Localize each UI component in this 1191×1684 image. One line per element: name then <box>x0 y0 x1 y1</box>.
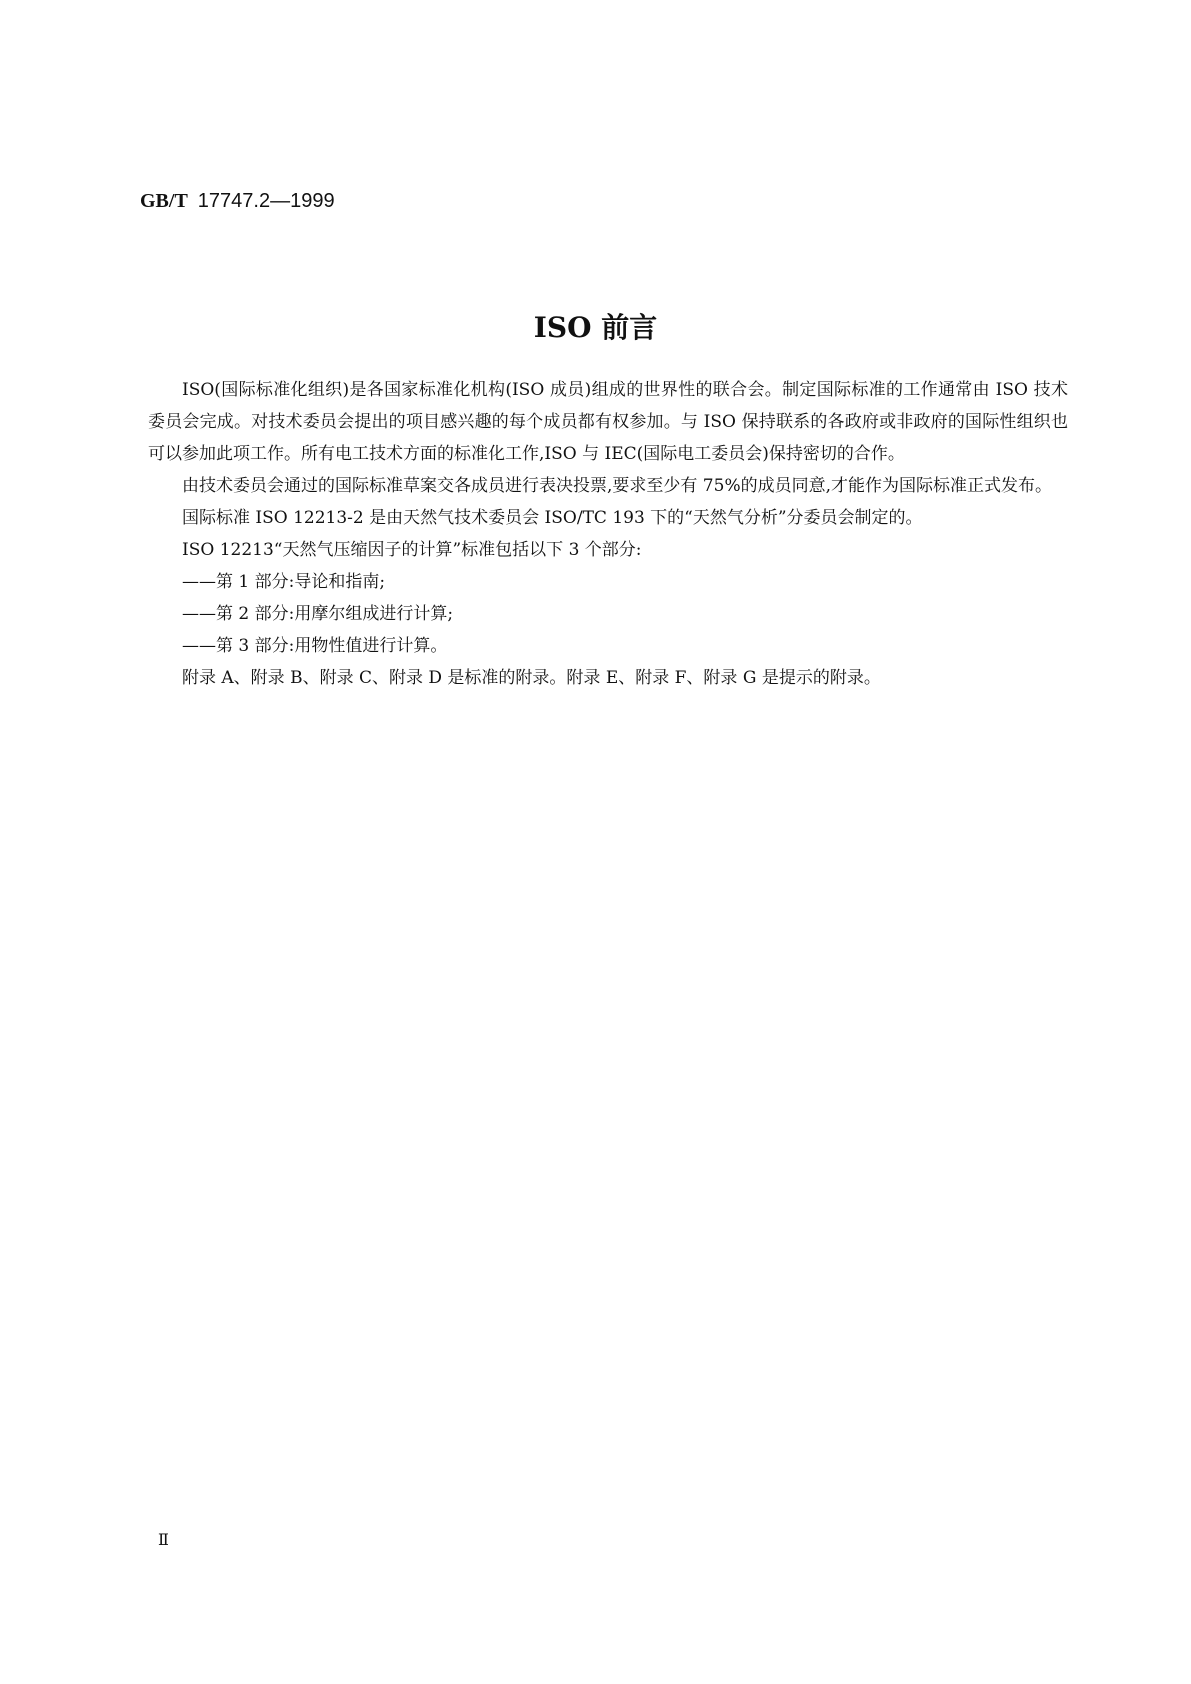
paragraph-iso-intro: ISO(国际标准化组织)是各国家标准化机构(ISO 成员)组成的世界性的联合会。制定国际标准的工作通常由 ISO 技术委员会完成。对技术委员会提出的项目感兴趣的每个成员都有权参加。与 ISO 保持联系的各政府或非政府的国际性组织也可以参加此项工作。所有电工技术方面的标准化工作,ISO 与 IEC(国际电工委员会)保持密切的合作。 <box>148 380 1068 464</box>
paragraph-annex-note: 附录 A、附录 B、附录 C、附录 D 是标准的附录。附录 E、附录 F、附录 G 是提示的附录。 <box>182 668 881 688</box>
foreword-body <box>148 374 1068 694</box>
page-title: ISO 前言 <box>533 311 658 344</box>
standard-code-header <box>140 188 335 213</box>
paragraph-voting: 由技术委员会通过的国际标准草案交各成员进行表决投票,要求至少有 75%的成员同意,才能作为国际标准正式发布。 <box>182 476 1052 496</box>
page-number: Ⅱ <box>158 1532 169 1549</box>
list-item-part-3: ——第 3 部分:用物性值进行计算。 <box>182 636 448 656</box>
standard-prefix: GB/T <box>140 190 188 212</box>
list-item-part-2: ——第 2 部分:用摩尔组成进行计算; <box>182 604 454 624</box>
list-item-part-1: ——第 1 部分:导论和指南; <box>182 572 386 592</box>
paragraph-parts-intro: ISO 12213“天然气压缩因子的计算”标准包括以下 3 个部分: <box>182 540 642 560</box>
standard-number: 17747.2—1999 <box>197 190 335 212</box>
paragraph-committee: 国际标准 ISO 12213-2 是由天然气技术委员会 ISO/TC 193 下的“天然气分析”分委员会制定的。 <box>182 508 923 528</box>
